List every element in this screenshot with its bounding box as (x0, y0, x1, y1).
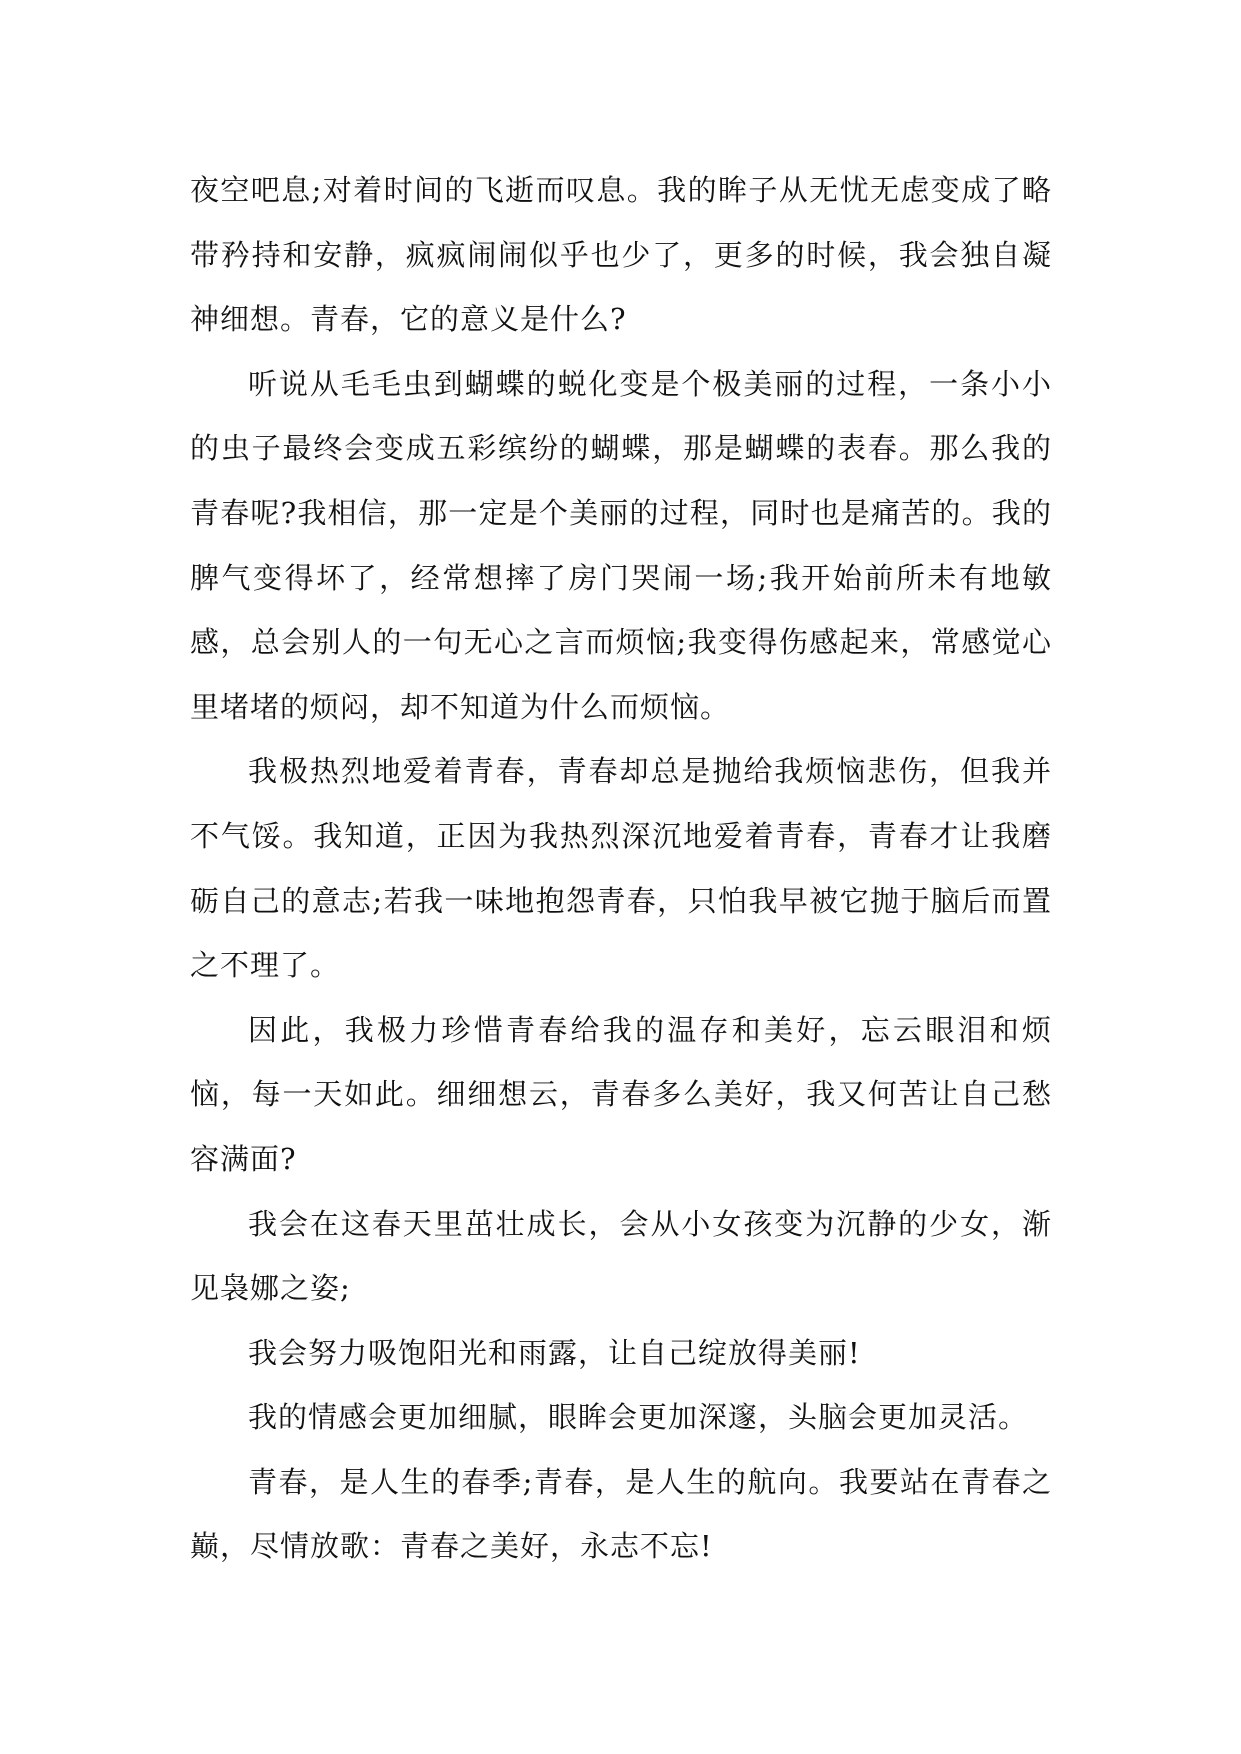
paragraph-7: 我的情感会更加细腻，眼眸会更加深邃，头脑会更加灵活。 (248, 1400, 1029, 1435)
paragraph-4: 因此，我极力珍惜青春给我的温存和美好，忘云眼泪和烦恼，每一天如此。细细想云，青春多么美好，我又何苦让自己愁容满面? (190, 1012, 1052, 1176)
document-body (190, 158, 1052, 1579)
paragraph-2: 听说从毛毛虫到蝴蝶的蜕化变是个极美丽的过程，一条小小的虫子最终会变成五彩缤纷的蝴蝶，那是蝴蝶的表春。那么我的青春呢?我相信，那一定是个美丽的过程，同时也是痛苦的。我的脾气变得坏了，经常想摔了房门哭闹一场;我开始前所未有地敏感，总会别人的一句无心之言而烦恼;我变得伤感起来，常感觉心里堵堵的烦闷，却不知道为什么而烦恼。 (190, 366, 1052, 724)
paragraph-5: 我会在这春天里茁壮成长，会从小女孩变为沉静的少女，渐见袅娜之姿; (190, 1206, 1052, 1306)
paragraph-3: 我极热烈地爱着青春，青春却总是抛给我烦恼悲伤，但我并不气馁。我知道，正因为我热烈深沉地爱着青春，青春才让我磨砺自己的意志;若我一味地抱怨青春，只怕我早被它抛于脑后而置之不理了。 (190, 754, 1052, 983)
paragraph-8: 青春，是人生的春季;青春，是人生的航向。我要站在青春之巅，尽情放歌：青春之美好，永志不忘! (190, 1464, 1052, 1564)
paragraph-6: 我会努力吸饱阳光和雨露，让自己绽放得美丽! (248, 1335, 861, 1370)
paragraph-1: 夜空吧息;对着时间的飞逝而叹息。我的眸子从无忧无虑变成了略带矜持和安静，疯疯闹闹似乎也少了，更多的时候，我会独自凝神细想。青春，它的意义是什么? (190, 173, 1052, 337)
